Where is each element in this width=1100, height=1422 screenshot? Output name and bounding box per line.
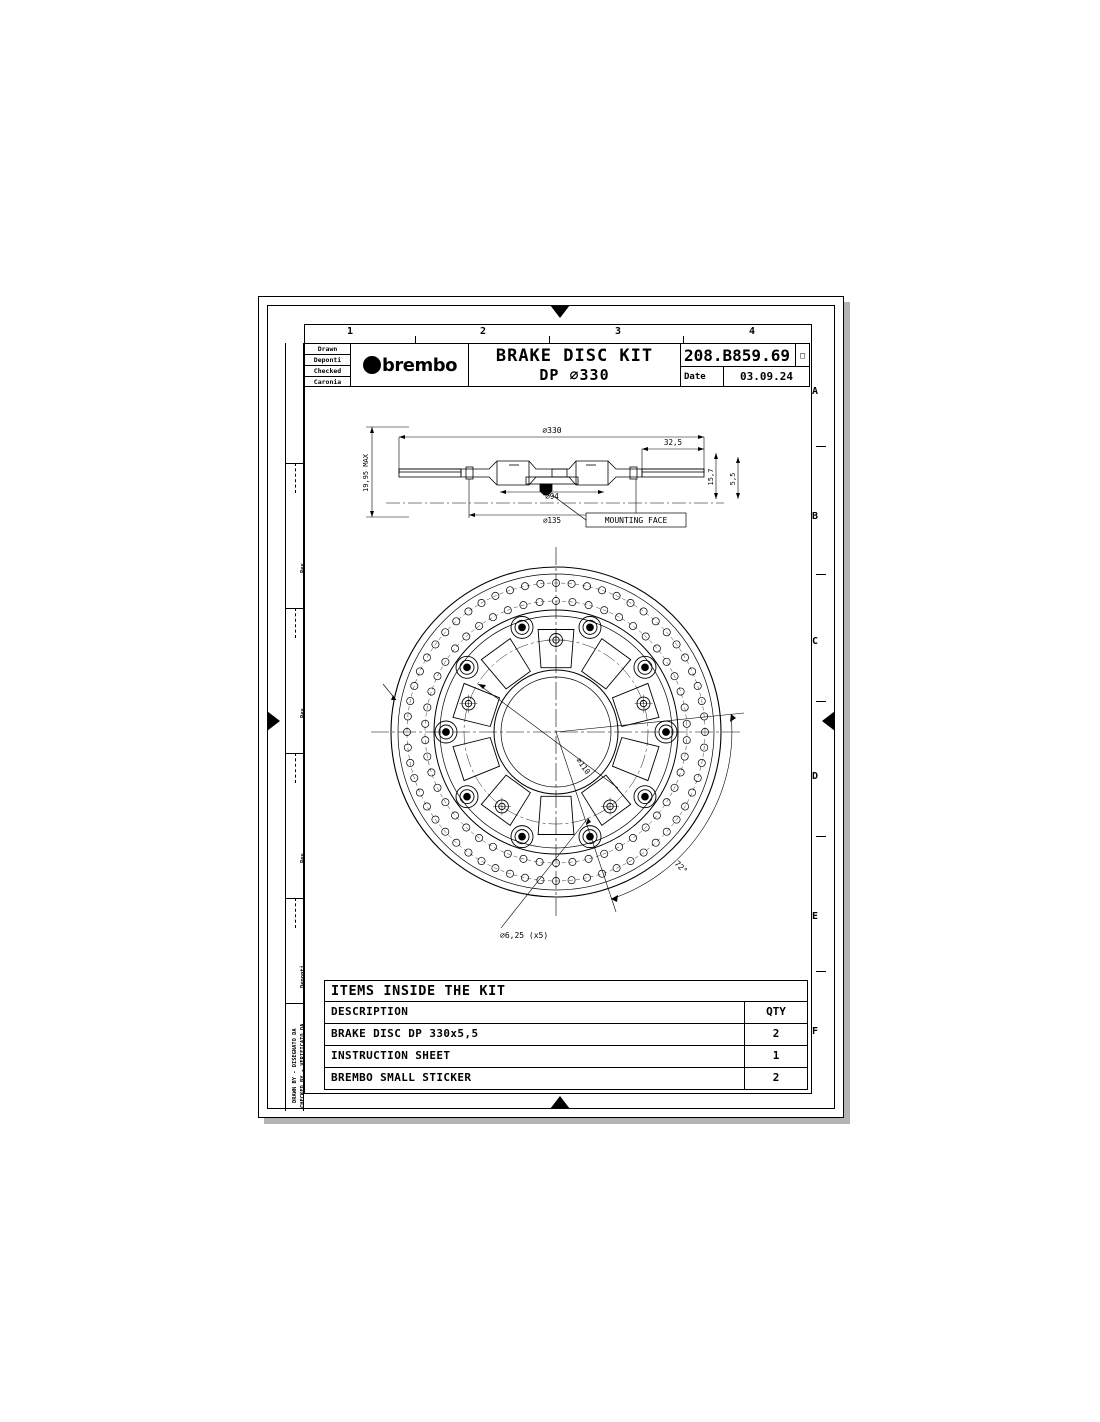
bom-row-2-description: BREMBO SMALL STICKER bbox=[325, 1068, 745, 1089]
bom-row-2-qty: 2 bbox=[772, 1071, 780, 1084]
frame-row-divider bbox=[816, 574, 826, 575]
disc-front-view bbox=[371, 547, 744, 940]
center-mark-bottom-icon bbox=[550, 1096, 570, 1109]
dim-offset: 15,7 bbox=[707, 468, 715, 486]
drawing-number: 208.B859.69 bbox=[684, 345, 790, 365]
dim-band-width: 32,5 bbox=[663, 438, 683, 447]
bom-header-row bbox=[325, 1002, 807, 1024]
dim-inner-small: ⌀94 bbox=[545, 492, 559, 501]
dim-angle: 72° bbox=[672, 859, 690, 876]
bom-row-1-description: INSTRUCTION SHEET bbox=[325, 1046, 745, 1067]
table-row bbox=[325, 1024, 807, 1046]
date-label: Date bbox=[684, 371, 706, 382]
drawn-label: Drawn bbox=[305, 344, 350, 355]
drawing-title-line1: BRAKE DISC KIT bbox=[495, 346, 654, 366]
brembo-wordmark: brembo bbox=[382, 354, 457, 376]
sheet-inner-border bbox=[267, 305, 835, 1109]
disc-cross-section bbox=[399, 461, 704, 495]
revision-label-3: Rev. bbox=[300, 850, 306, 863]
dim-hole-diameter: ⌀6,25 (x5) bbox=[500, 931, 549, 940]
frame-row-a: A bbox=[811, 386, 819, 397]
table-row bbox=[325, 1046, 807, 1068]
center-mark-top-icon bbox=[550, 305, 570, 318]
title-block-right bbox=[681, 344, 809, 386]
mounting-face-label: MOUNTING FACE bbox=[604, 516, 668, 525]
checked-label: Checked bbox=[305, 366, 350, 377]
section-outer-diameter-dimension bbox=[399, 435, 704, 473]
technical-drawing bbox=[304, 387, 810, 997]
frame-column-1: 1 bbox=[346, 326, 354, 337]
bom-col-description: DESCRIPTION bbox=[325, 1002, 745, 1023]
date-row bbox=[681, 367, 809, 386]
center-mark-left-icon bbox=[267, 711, 280, 731]
frame-row-b: B bbox=[811, 511, 819, 522]
bom-row-1-qty: 1 bbox=[772, 1049, 780, 1062]
frame-row-f: F bbox=[811, 1026, 819, 1037]
revision-label-2: Rev. bbox=[300, 705, 306, 718]
revision-label-1: Rev. bbox=[300, 560, 306, 573]
drawing-title bbox=[469, 344, 681, 386]
dim-bolt-circle: ⌀110 bbox=[574, 755, 593, 776]
revision-box: □ bbox=[795, 344, 809, 366]
frame-column-4: 4 bbox=[748, 326, 756, 337]
table-row bbox=[325, 1068, 807, 1089]
checked-name: Caronia bbox=[313, 378, 342, 386]
frame-row-divider bbox=[816, 836, 826, 837]
dim-thickness: 5,5 bbox=[729, 472, 737, 486]
frame-column-3: 3 bbox=[614, 326, 622, 337]
drawn-by-label: DRAWN BY - DISEGNATO DA bbox=[292, 1028, 298, 1103]
angle-dimension bbox=[556, 713, 744, 912]
bom-heading: ITEMS INSIDE THE KIT bbox=[331, 983, 506, 999]
frame-row-d: D bbox=[811, 771, 819, 782]
frame-row-divider bbox=[816, 446, 826, 447]
frame-row-divider bbox=[816, 701, 826, 702]
center-mark-right-icon bbox=[822, 711, 835, 731]
date-value: 03.09.24 bbox=[723, 367, 809, 386]
drawing-number-row bbox=[681, 344, 809, 367]
drawing-sheet bbox=[258, 296, 844, 1118]
checked-by-label: CHECKED BY - VERIFICATO DA bbox=[300, 1023, 306, 1108]
revision-label-4: Deponti bbox=[300, 965, 306, 988]
title-block bbox=[304, 343, 810, 387]
bom-table bbox=[324, 980, 808, 1090]
frame-row-divider bbox=[816, 971, 826, 972]
bom-row-0-qty: 2 bbox=[772, 1027, 780, 1040]
frame-row-c: C bbox=[811, 636, 819, 647]
frame-row-e: E bbox=[811, 911, 819, 922]
dim-inner-large: ⌀135 bbox=[542, 516, 562, 525]
drawing-title-line2: DP ⌀330 bbox=[539, 366, 610, 384]
drawn-name: Deponti bbox=[305, 355, 350, 366]
frame-column-2: 2 bbox=[479, 326, 487, 337]
bom-heading-row bbox=[325, 981, 807, 1002]
bom-col-qty: QTY bbox=[766, 1005, 786, 1018]
dim-height-max: 19,95 MAX bbox=[362, 454, 370, 492]
revision-strip bbox=[285, 343, 304, 1111]
title-block-names bbox=[305, 344, 351, 386]
dim-band-width-line bbox=[642, 447, 704, 469]
bom-row-0-description: BRAKE DISC DP 330x5,5 bbox=[325, 1024, 745, 1045]
brembo-mark-icon bbox=[362, 355, 382, 375]
brembo-logo bbox=[351, 344, 469, 386]
dim-outer-diameter: ⌀330 bbox=[542, 426, 562, 435]
